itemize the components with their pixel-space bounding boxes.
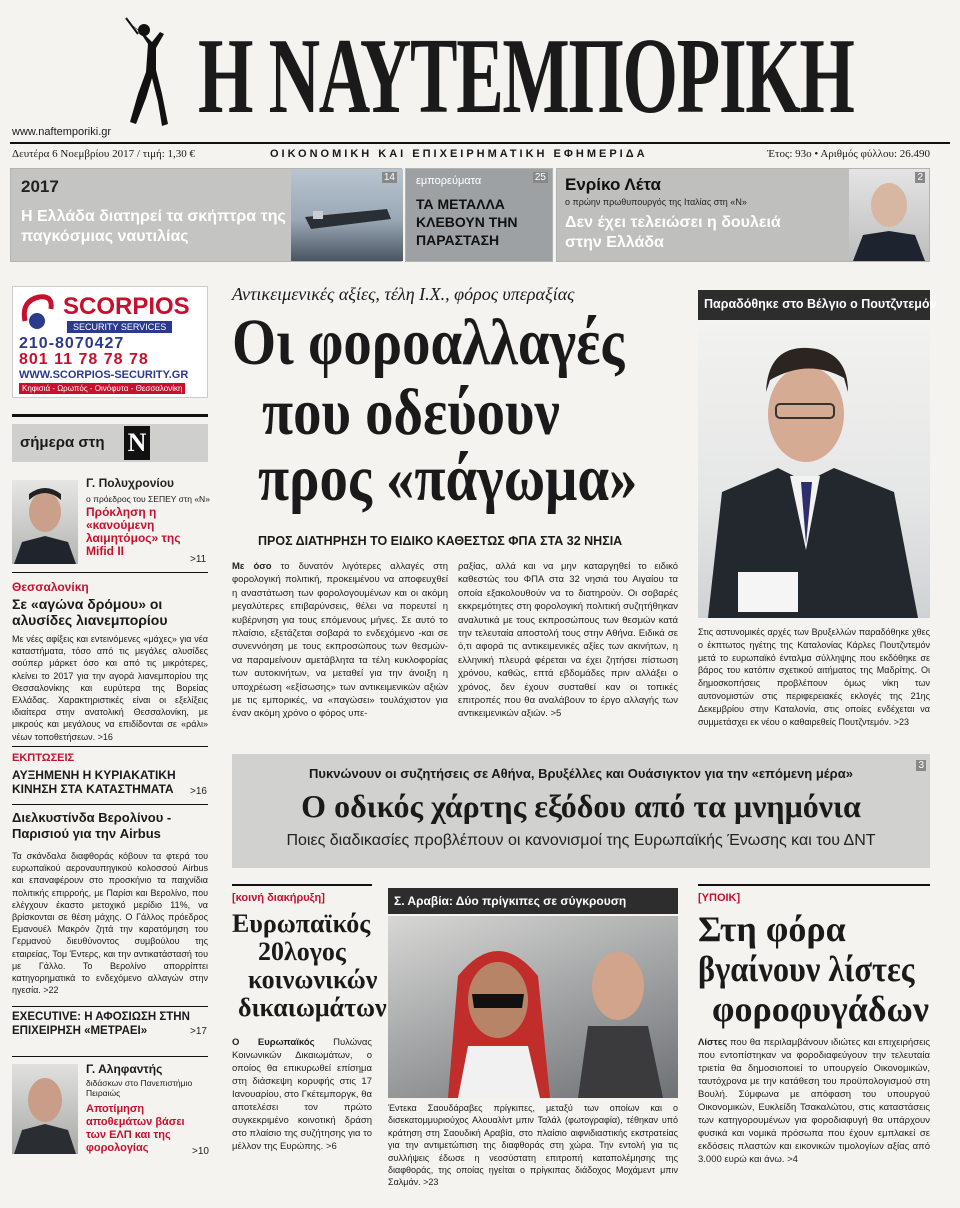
social-body-text: Πυλώνας Κοινωνικών Δικαιωμάτων, ο οποίος θα επικυρωθεί επίσημα στη διάσκεψη κορυφής στις 17 Ιανουαρίου, στο Γκέτεμποργκ, θα αποτελέσει τον πρώτο συγκεκριμένο κοινοτική δράση στο πλαίσιο της συζήτησης για το μέλλον της Ευρώπης. >6: [232, 1037, 373, 1152]
issue-number: Έτος: 93ο • Αριθμός φύλλου: 26.490: [767, 148, 930, 160]
alifantis-title[interactable]: Αποτίμηση αποθεμάτων βάσει των ΕΛΠ και της φορολογίας: [86, 1103, 185, 1154]
alifantis-role: διδάσκων στο Πανεπιστήμιο Πειραιώς: [86, 1078, 193, 1098]
tax-body-lead: Λίστες: [698, 1037, 728, 1048]
date-price: Δευτέρα 6 Νοεμβρίου 2017 / τιμή: 1,30 €: [12, 148, 196, 160]
puigdemont-caption: Στις αστυνομικές αρχές των Βρυξελλών παραδόθηκε χθες ο έκπτωτος ηγέτης της Καταλονίας Κάρλες Πουτζντεμόν μετά το ευρωπαϊκό ένταλμα σύλληψης που εκδόθηκε σε βάρος του κατόπιν σχετικού αιτήματος της Μαδρίτης. Οι δημοσκοπήσεις προβλέπουν όμως νίκη των αυτονομιστών στις περιφερειακές εκλογές της 21ης Δεκεμβρίου στην Καταλονία, στις οποίες ενδέχεται να συμμετάσχει εκ νέου ο καθαιρεθείς Πουτζντεμόν. >23: [698, 627, 930, 727]
puigdemont-photo: [698, 322, 930, 618]
sunday-kicker: ΕΚΠΤΩΣΕΙΣ: [12, 752, 75, 764]
polychroniou-title[interactable]: Πρόκληση η «κανούμενη λαιμητόμος» της Mifid II: [86, 505, 181, 558]
social-body-lead: Ο Ευρωπαϊκός: [232, 1037, 315, 1048]
teaser-metals[interactable]: [405, 168, 553, 262]
lead-subhead: ΠΡΟΣ ΔΙΑΤΗΡΗΣΗ ΤΟ ΕΙΔΙΚΟ ΚΑΘΕΣΤΩΣ ΦΠΑ ΣΤΑ 32 ΝΗΣΙΑ: [258, 534, 623, 548]
lead-title-line3[interactable]: προς «πάγωμα»: [258, 442, 638, 515]
ad-web: WWW.SCORPIOS-SECURITY.GR: [19, 369, 189, 381]
masthead-rule: [10, 142, 950, 144]
lead-title-line1[interactable]: Οι φοροαλλαγές: [232, 306, 625, 379]
lead-col2: ραξίας, αλλά και να μην καταργηθεί το ειδικό καθεστώς του ΦΠΑ στα 32 νησιά του Αιγαίου τα οποία εξακολουθούν να το διατηρούν. Οι σοβαρές εκκρεμότητες στη φορολογική πολιτική συζητήθηκαν αναλυτικά με τους εκπροσώπους των θεσμών κατά την τελευταία αποστολή τους στην Αθήνα. Ειδικά σε ό,τι αφορά τις αντικειμενικές αξίες των ακινήτων, η ελληνική πλευρά φέρεται να έχει ζητήσει πίστωση χρόνου, καθώς, επτά εβδομάδες πριν αλλάξει ο χρόνος, δεν έχουν συσταθεί καν οι τοπικές επιτροπές που θα αναλάβουν το έργο αλλαγής των αντικειμενικών αξιών. >5: [458, 561, 678, 720]
airbus-title[interactable]: Διελκυστίνδα Βερολίνου - Παρισιού για την Airbus: [12, 810, 172, 841]
puigdemont-kicker: Παραδόθηκε στο Βέλγιο ο Πουτζντεμόν: [698, 290, 930, 320]
tax-title-line2[interactable]: βγαίνουν λίστες: [698, 949, 915, 989]
teaser-title: Δεν έχει τελειώσει η δουλειά στην Ελλάδα: [565, 214, 781, 251]
website-url[interactable]: www.naftemporiki.gr: [12, 126, 112, 138]
portrait-icon: [12, 1064, 78, 1154]
ad-tagline: SECURITY SERVICES: [67, 321, 172, 333]
teaser-year: 2017: [21, 177, 59, 196]
tax-kicker: [ΥΠΟΙΚ]: [698, 892, 741, 904]
sidebar-divider: [12, 1006, 208, 1007]
portrait-icon: [698, 322, 930, 618]
alifantis-photo: [12, 1064, 78, 1154]
scorpion-icon: [17, 291, 57, 335]
social-kicker: [κοινή διακήρυξη]: [232, 892, 325, 904]
lead-col1-lead: Με όσο: [232, 561, 272, 572]
lead-col1-text: το δυνατόν λιγότερες αλλαγές στη φορολογική πολιτική, προκειμένου να αποφευχθεί η αναστάτωση των φορολογουμένων και οι ακόμη μεγαλύτερες επιβαρύνσεις, θέλει να πορευτεί η κυβέρνηση για τους επόμενους μήνες. Σε αυτό το πλαίσιο, εξετάζεται σοβαρά το ενδεχόμενο -και σε συνεννόηση με τους εκπροσώπους των θεσμών- να παραμείνουν αμετάβλητα τα τέλη κυκλοφορίας των αυτοκινήτων, να μεταθεί για την άνοιξη η υποχρέωση «εξίσωσης» των αντικειμενικών αξιών με τις εμπορικές, να «παγώσει» τουλάχιστον για έναν ακόμη χρόνο ο φόρος υπε-: [232, 561, 448, 720]
teaser-page: 2: [917, 172, 923, 183]
memoranda-box[interactable]: [232, 754, 930, 868]
saudi-photo: [388, 916, 678, 1098]
section-rule: [232, 884, 372, 886]
portrait-icon: [388, 916, 678, 1098]
social-title-line4[interactable]: δικαιωμάτων: [238, 993, 387, 1022]
social-title-line3[interactable]: κοινωνικών: [248, 965, 378, 994]
polychroniou-name: Γ. Πολυχρονίου: [86, 476, 175, 490]
sidebar-divider: [12, 572, 208, 573]
social-body: [232, 1036, 372, 1153]
today-label: σήμερα στη: [20, 434, 105, 451]
sidebar-divider: [12, 804, 208, 805]
sunday-page: >16: [190, 786, 207, 797]
saudi-caption: Έντεκα Σαουδάραβες πρίγκιπες, μεταξύ των οποίων και ο δισεκατομμυριούχος Αλουαλίντ μπιν Ταλάλ (φωτογραφία), τέθηκαν υπό κράτηση στη Σαουδική Αραβία, στο πλαίσιο αιφνιδιαστικής εκστρατείας για την αντιμετώπιση της διαφθοράς στη χώρα. Την εντολή για τις συλλήψεις έδωσε η νεοσύστατη επιτροπή καταπολέμησης της διαφθοράς, της οποίας ηγείται ο πρίγκιπας διάδοχος Μοχάμεντ μπιν Σαλμάν. >23: [388, 1103, 678, 1188]
ad-phone1: 210-8070427: [19, 335, 125, 352]
memoranda-page: 3: [918, 760, 924, 771]
teaser-name: Ενρίκο Λέτα: [565, 175, 661, 194]
ad-phone2: 801 11 78 78 78: [19, 351, 149, 368]
tax-title-line3[interactable]: φοροφυγάδων: [712, 989, 929, 1029]
thessaloniki-title[interactable]: Σε «αγώνα δρόμου» οι αλυσίδες λιανεμπορίου: [12, 596, 168, 628]
tax-title-line1[interactable]: Στη φόρα: [698, 909, 846, 949]
hermes-logo: [118, 14, 168, 134]
tax-body: [698, 1036, 930, 1166]
lead-col1: [232, 560, 448, 721]
teaser-page: 14: [383, 172, 395, 183]
sidebar-rule: [12, 414, 208, 417]
today-mark: N: [124, 426, 150, 460]
portrait-icon: [12, 480, 78, 564]
ad-areas: Κηφισιά - Ωρωπός - Οινόφυτα - Θεσσαλονίκη: [19, 383, 185, 394]
masthead-subtitle: ΟΙΚΟΝΟΜΙΚΗ ΚΑΙ ΕΠΙΧΕΙΡΗΜΑΤΙΚΗ ΕΦΗΜΕΡΙΔΑ: [270, 148, 648, 160]
polychroniou-page: >11: [190, 554, 207, 565]
masthead-title[interactable]: Η ΝΑΥΤΕΜΠΟΡΙΚΗ: [198, 17, 854, 136]
tax-body-text: που θα περιλαμβάνουν ιδιώτες και επιχειρήσεις που εντοπίστηκαν να φοροδιαφεύγουν την τελευταία τριετία θα δημοσιοποιεί το υπουργείο Οικονομικών, ταυτόχρονα με την κατάθεση του προϋπολογισμού στη Βουλή. Σύμφωνα με απόφαση του υπουργού Οικονομικών, Ευκλείδη Τσακαλώτου, στις καταστάσεις των κατηγορουμένων για φοροδιαφυγή θα υπάρχουν φυσικά και νομικά πρόσωπα που έχουν εμπλακεί σε εκδόσεις πλαστών και εικονικών τιμολογίων αξίας από 3.000 ευρώ και άνω. >4: [698, 1037, 930, 1165]
memoranda-kicker: Πυκνώνουν οι συζητήσεις σε Αθήνα, Βρυξέλλες και Ουάσιγκτον για την «επόμενη μέρα»: [309, 766, 853, 781]
saudi-kicker: Σ. Αραβία: Δύο πρίγκιπες σε σύγκρουση: [388, 888, 678, 914]
teaser-role: ο πρώην πρωθυπουργός της Ιταλίας στη «Ν»: [565, 197, 747, 207]
polychroniou-photo: [12, 480, 78, 564]
teaser-title: ΤΑ ΜΕΤΑΛΛΑ ΚΛΕΒΟΥΝ ΤΗΝ ΠΑΡΑΣΤΑΣΗ: [416, 196, 518, 248]
hermes-figure-icon: [118, 14, 168, 134]
teaser-shipping[interactable]: [10, 168, 402, 262]
executive-page: >17: [190, 1026, 207, 1037]
teaser-page: 25: [534, 172, 546, 183]
thessaloniki-kicker: Θεσσαλονίκη: [12, 580, 89, 594]
today-box: [12, 424, 208, 462]
social-title-line1[interactable]: Ευρωπαϊκός: [232, 909, 371, 938]
executive-title[interactable]: EXECUTIVE: Η ΑΦΟΣΙΩΣΗ ΣΤΗΝ ΕΠΙΧΕΙΡΗΣΗ «ΜΕΤΡΑΕΙ»: [12, 1011, 190, 1037]
thessaloniki-body: Με νέες αφίξεις και εντεινόμενες «μάχες» για νέα καταστήματα, τόσο από τις μεγάλες αλυσίδες σούπερ μάρκετ όσο και από τις μικρότερες, κλείνει το 2017 για την αγορά λιανεμπορίου της Θεσσαλονίκης και ευρύτερα της Βορείας Ελλάδας. Χαρακτηριστικές είναι οι εξελίξεις ιδιαίτερα στην ανατολική Θεσσαλονίκη, με μικρούς και μεγάλους να επιδίδονται σε «ράλι» νέων τοποθετήσεων. >16: [12, 634, 208, 742]
section-rule: [698, 884, 930, 886]
lead-kicker: Αντικειμενικές αξίες, τέλη Ι.Χ., φόρος υπεραξίας: [232, 284, 575, 304]
teaser-letta[interactable]: [556, 168, 930, 262]
memoranda-title: Ο οδικός χάρτης εξόδου από τα μνημόνια: [301, 788, 861, 824]
alifantis-name: Γ. Αληφαντής: [86, 1062, 163, 1076]
scorpios-ad[interactable]: [12, 286, 208, 398]
lead-title-line2[interactable]: που οδεύουν: [262, 376, 560, 449]
alifantis-page: >10: [192, 1146, 209, 1157]
airbus-body: Τα σκάνδαλα διαφθοράς κόβουν τα φτερά του ευρωπαϊκού αεροναυπηγικού κολοσσού Airbus και επαναφέρουν στο προσκήνιο τα παιχνίδια πολιτικής επιρροής, με Παρίσι και Βερολίνο, που ελέγχουν έκαστο μετοχικό μερίδιο 11%, να βρίσκονται σε θέση μάχης. Ο Γάλλος πρόεδρος Εμανουέλ Μακρόν ζητά την καρατόμηση του Γερμανού διευθύνοντος συμβούλου της εταιρείας, Τομ Έντερς, και την αντικατάστασή του με Γάλλο. Το Βερολίνο απορρίπτει κατηγορηματικά το ενδεχόμενο αλλαγών στην ηγεσία. >22: [12, 851, 208, 996]
sidebar-divider: [12, 746, 208, 747]
ad-brand: SCORPIOS: [63, 293, 190, 320]
teaser-title: Η Ελλάδα διατηρεί τα σκήπτρα της παγκόσμιας ναυτιλίας: [21, 208, 286, 245]
teaser-kicker: εμπορεύματα: [416, 175, 482, 187]
memoranda-subtitle: Ποιες διαδικασίες προβλέπουν οι κανονισμοί της Ευρωπαϊκής Ένωσης και του ΔΝΤ: [286, 832, 876, 849]
social-title-line2[interactable]: 20λογος: [258, 937, 346, 966]
polychroniou-role: ο πρόεδρος του ΣΕΠΕΥ στη «Ν»: [86, 494, 210, 504]
sidebar-divider: [12, 1056, 208, 1057]
sunday-title[interactable]: ΑΥΞΗΜΕΝΗ Η ΚΥΡΙΑΚΑΤΙΚΗ ΚΙΝΗΣΗ ΣΤΑ ΚΑΤΑΣΤΗΜΑΤΑ: [12, 768, 176, 796]
